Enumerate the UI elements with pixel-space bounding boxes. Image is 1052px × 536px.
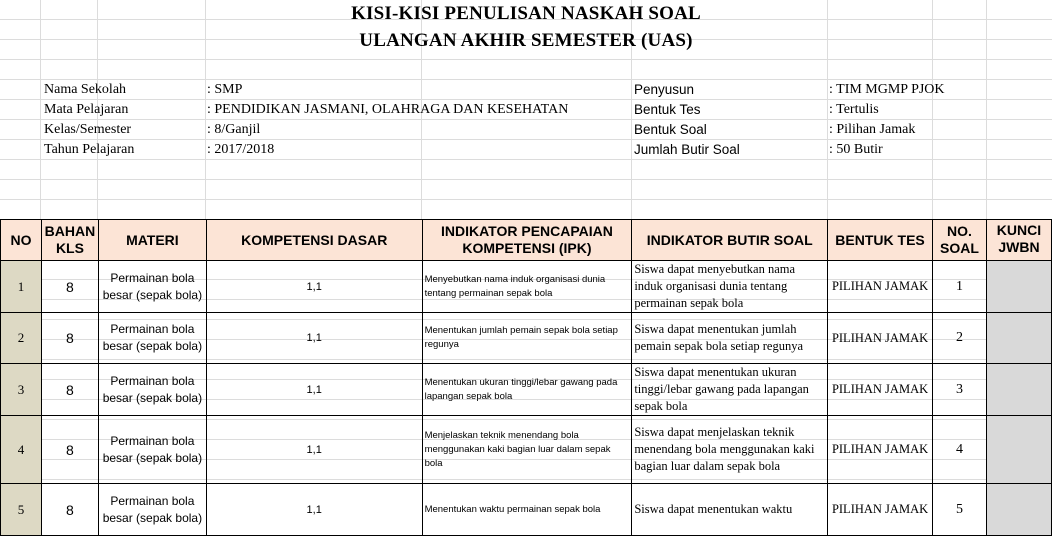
header-ipk: INDIKATOR PENCAPAIAN KOMPETENSI (IPK) xyxy=(422,220,632,261)
cell-kompetensi-dasar: 1,1 xyxy=(206,416,422,484)
cell-materi: Permainan bola besar (sepak bola) xyxy=(98,484,206,536)
info-label: Penyusun xyxy=(634,82,695,97)
cell-no: 1 xyxy=(1,261,42,313)
info-label: Tahun Pelajaran xyxy=(44,142,135,157)
cell-no-soal: 2 xyxy=(932,313,986,364)
table-row xyxy=(1,484,1052,536)
cell-kls: 8 xyxy=(41,313,98,364)
cell-materi: Permainan bola besar (sepak bola) xyxy=(98,364,206,416)
info-label: Mata Pelajaran xyxy=(44,102,129,117)
document-subtitle: ULANGAN AKHIR SEMESTER (UAS) xyxy=(359,30,693,51)
cell-kunci[interactable] xyxy=(986,416,1051,484)
info-value: : TIM MGMP PJOK xyxy=(829,82,945,97)
header-indikator-butir: INDIKATOR BUTIR SOAL xyxy=(632,220,828,261)
cell-ipk: Menentukan jumlah pemain sepak bola setiap regunya xyxy=(422,313,632,364)
header-bentuk-tes: BENTUK TES xyxy=(828,220,933,261)
cell-indikator-butir: Siswa dapat menentukan jumlah pemain sepak bola setiap regunya xyxy=(632,313,828,364)
cell-indikator-butir: Siswa dapat menjelaskan teknik menendang bola menggunakan kaki bagian luar dalam sepak bola xyxy=(632,416,828,484)
info-value: : 8/Ganjil xyxy=(207,122,261,137)
cell-no: 5 xyxy=(1,484,42,536)
info-label: Bentuk Tes xyxy=(634,102,701,117)
document-title: KISI-KISI PENULISAN NASKAH SOAL xyxy=(351,3,701,24)
cell-kls: 8 xyxy=(41,364,98,416)
info-right-values xyxy=(829,80,945,160)
cell-no: 3 xyxy=(1,364,42,416)
cell-ipk: Menjelaskan teknik menendang bola menggunakan kaki bagian luar dalam sepak bola xyxy=(422,416,632,484)
cell-kls: 8 xyxy=(41,484,98,536)
cell-no-soal: 3 xyxy=(932,364,986,416)
table-row xyxy=(1,261,1052,313)
cell-no: 2 xyxy=(1,313,42,364)
cell-no-soal: 1 xyxy=(932,261,986,313)
cell-kompetensi-dasar: 1,1 xyxy=(206,364,422,416)
cell-bentuk-tes: PILIHAN JAMAK xyxy=(828,261,933,313)
cell-indikator-butir: Siswa dapat menentukan ukuran tinggi/lebar gawang pada lapangan sepak bola xyxy=(632,364,828,416)
table-row xyxy=(1,416,1052,484)
info-value: : 2017/2018 xyxy=(207,142,275,157)
cell-materi: Permainan bola besar (sepak bola) xyxy=(98,416,206,484)
cell-bentuk-tes: PILIHAN JAMAK xyxy=(828,416,933,484)
info-left-values xyxy=(207,80,568,160)
cell-ipk: Menyebutkan nama induk organisasi dunia tentang permainan sepak bola xyxy=(422,261,632,313)
cell-indikator-butir: Siswa dapat menentukan waktu xyxy=(632,484,828,536)
info-value: : SMP xyxy=(207,82,243,97)
info-value: : Pilihan Jamak xyxy=(829,122,916,137)
header-bahan-kls: BAHAN KLS xyxy=(41,220,98,261)
table-header-row xyxy=(1,220,1052,261)
header-kompetensi-dasar: KOMPETENSI DASAR xyxy=(206,220,422,261)
cell-no-soal: 5 xyxy=(932,484,986,536)
cell-kunci[interactable] xyxy=(986,313,1051,364)
table-row xyxy=(1,313,1052,364)
cell-materi: Permainan bola besar (sepak bola) xyxy=(98,261,206,313)
cell-indikator-butir: Siswa dapat menyebutkan nama induk organisasi dunia tentang permainan sepak bola xyxy=(632,261,828,313)
header-no: NO xyxy=(1,220,42,261)
cell-kunci[interactable] xyxy=(986,261,1051,313)
cell-ipk: Menentukan ukuran tinggi/lebar gawang pada lapangan sepak bola xyxy=(422,364,632,416)
info-value: : Tertulis xyxy=(829,102,879,117)
cell-bentuk-tes: PILIHAN JAMAK xyxy=(828,484,933,536)
cell-kompetensi-dasar: 1,1 xyxy=(206,313,422,364)
cell-kompetensi-dasar: 1,1 xyxy=(206,261,422,313)
cell-kunci[interactable] xyxy=(986,484,1051,536)
header-materi: MATERI xyxy=(98,220,206,261)
cell-no: 4 xyxy=(1,416,42,484)
cell-kls: 8 xyxy=(41,261,98,313)
kisi-kisi-table xyxy=(0,219,1052,536)
info-label: Jumlah Butir Soal xyxy=(634,142,740,157)
cell-kompetensi-dasar: 1,1 xyxy=(206,484,422,536)
info-value: : PENDIDIKAN JASMANI, OLAHRAGA DAN KESEHATAN xyxy=(207,102,569,117)
cell-bentuk-tes: PILIHAN JAMAK xyxy=(828,313,933,364)
info-left-labels xyxy=(44,80,134,160)
cell-no-soal: 4 xyxy=(932,416,986,484)
header-kunci-jawaban: KUNCI JWBN xyxy=(986,220,1051,261)
info-label: Bentuk Soal xyxy=(634,122,707,137)
cell-ipk: Menentukan waktu permainan sepak bola xyxy=(422,484,632,536)
header-no-soal: NO. SOAL xyxy=(932,220,986,261)
cell-materi: Permainan bola besar (sepak bola) xyxy=(98,313,206,364)
table-row xyxy=(1,364,1052,416)
info-label: Kelas/Semester xyxy=(44,122,132,137)
cell-bentuk-tes: PILIHAN JAMAK xyxy=(828,364,933,416)
info-right-labels xyxy=(634,80,740,160)
cell-kls: 8 xyxy=(41,416,98,484)
cell-kunci[interactable] xyxy=(986,364,1051,416)
info-label: Nama Sekolah xyxy=(44,82,127,97)
info-value: : 50 Butir xyxy=(829,142,883,157)
